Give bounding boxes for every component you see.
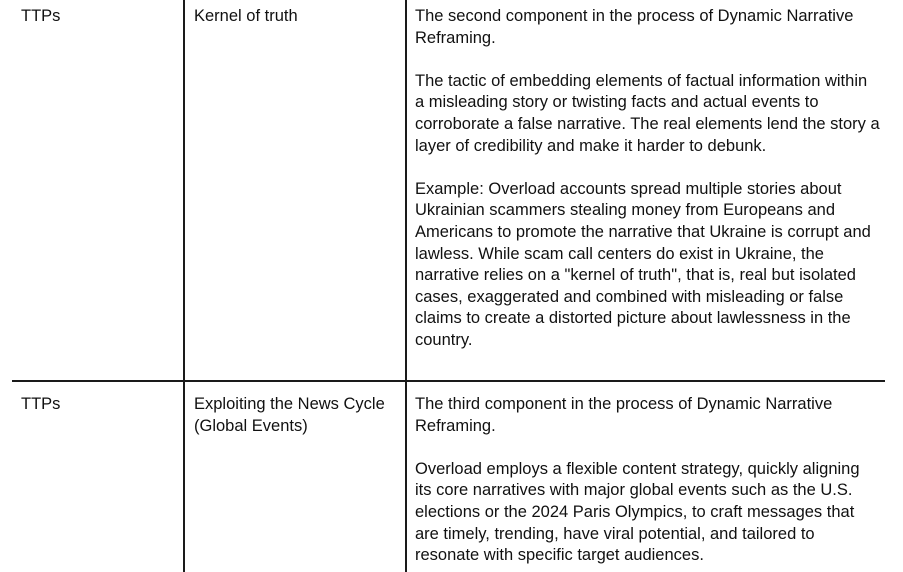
row-1-term: Kernel of truth [194,7,298,25]
description-paragraph: The second component in the process of Dynamic Narrative Reframing. [415,7,854,47]
column-divider [405,0,407,572]
row-divider [12,380,885,382]
row-2-category: TTPs [21,395,61,413]
row-2-term: Exploiting the News Cycle (Global Events) [194,395,385,435]
column-divider [183,0,185,572]
description-paragraph: Overload employs a flexible content strategy, quickly aligning its core narratives with major global events such as the U.S. elections or the 2024 Paris Olympics, to craft messages that are timely, trending, have viral potential, and tailored to resonate with specific target audiences. [415,459,860,565]
row-2-description [415,394,880,567]
description-paragraph: The tactic of embedding elements of factual information within a misleading story or twisting facts and actual events to corroborate a false narrative. The real elements lend the story a layer of credibility and make it harder to debunk. [415,71,880,155]
row-1-category: TTPs [21,7,61,25]
description-paragraph: Example: Overload accounts spread multiple stories about Ukrainian scammers stealing money from Europeans and Americans to promote the narrative that Ukraine is corrupt and lawless. While scam call centers do exist in Ukraine, the narrative relies on a "kernel of truth", that is, real but isolated cases, exaggerated and combined with misleading or false claims to create a distorted picture about lawlessness in the country. [415,179,871,349]
row-1-description [415,6,880,352]
description-paragraph: The third component in the process of Dynamic Narrative Reframing. [415,395,833,435]
